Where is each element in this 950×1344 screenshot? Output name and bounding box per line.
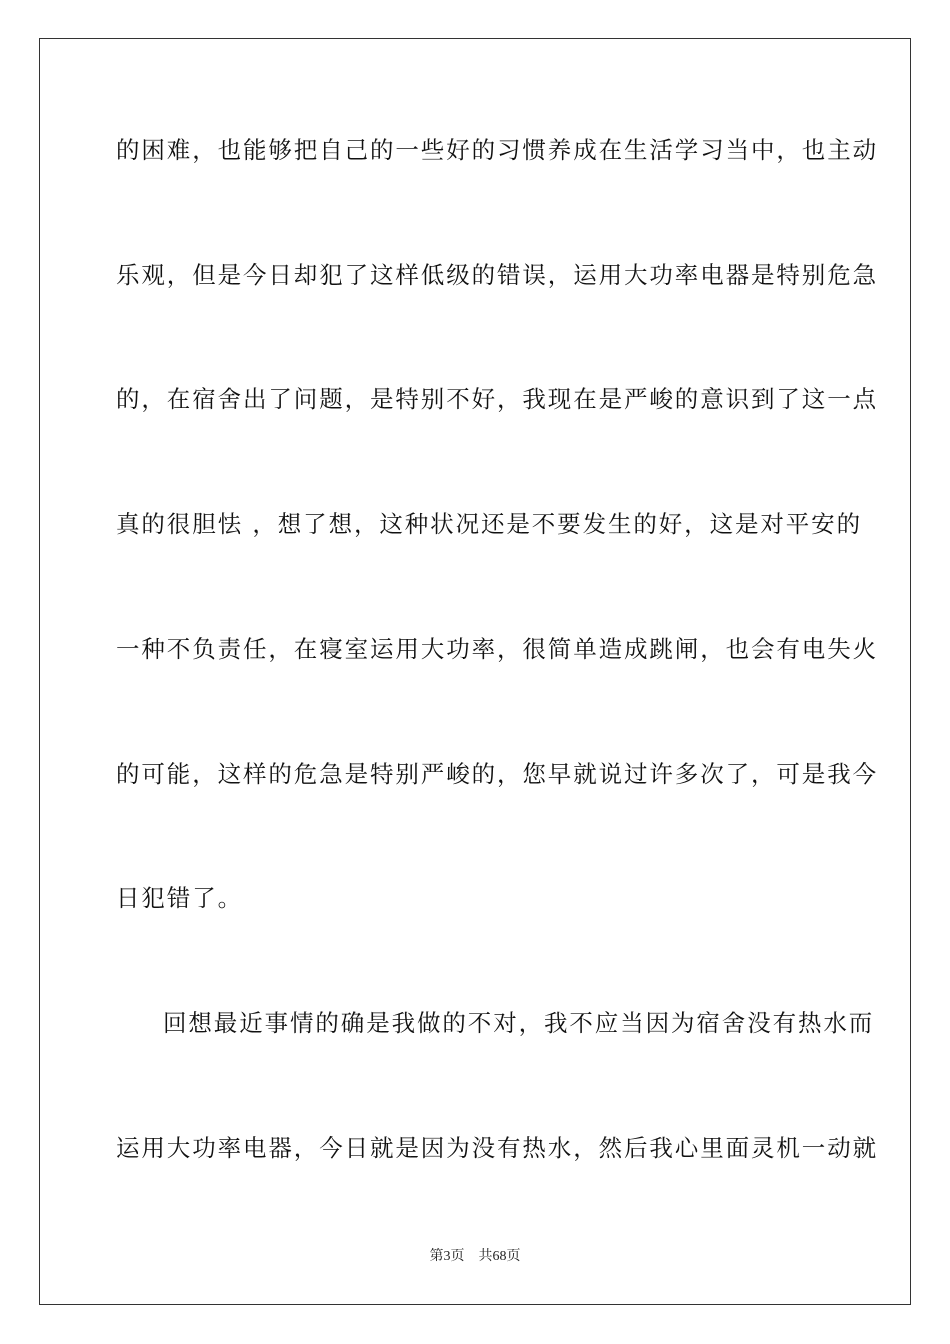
text-line: 的可能，这样的危急是特别严峻的，您早就说过许多次了，可是我今 — [116, 760, 878, 788]
total-pages: 共68页 — [478, 1249, 521, 1264]
text-line: 一种不负责任，在寝室运用大功率，很简单造成跳闸，也会有电失火 — [116, 635, 878, 663]
text-line: 乐观，但是今日却犯了这样低级的错误，运用大功率电器是特别危急 — [116, 261, 878, 289]
page-number: 第3页 — [429, 1249, 465, 1264]
page-footer — [0, 1245, 950, 1265]
text-line: 的困难，也能够把自己的一些好的习惯养成在生活学习当中，也主动 — [116, 136, 878, 164]
text-line: 运用大功率电器，今日就是因为没有热水，然后我心里面灵机一动就 — [116, 1134, 878, 1162]
page-frame — [39, 38, 911, 1305]
text-line: 真的很胆怯 ，想了想，这种状况还是不要发生的好，这是对平安的 — [116, 510, 862, 538]
paragraph-first-line: 回想最近事情的确是我做的不对，我不应当因为宿舍没有热水而 — [163, 1009, 875, 1037]
text-line: 日犯错了。 — [116, 884, 243, 912]
text-line: 的，在宿舍出了问题，是特别不好，我现在是严峻的意识到了这一点 — [116, 385, 878, 413]
